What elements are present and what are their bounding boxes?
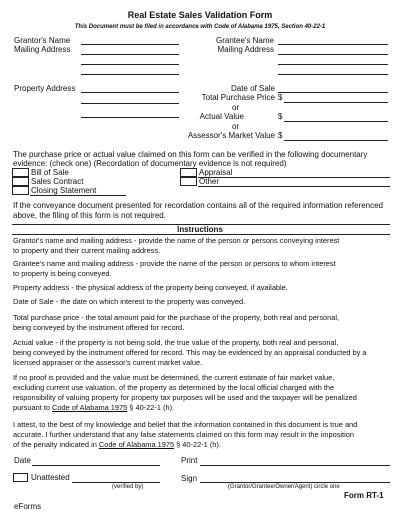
assessor-market-value-label: Assessor's Market Value — [187, 131, 275, 140]
bill-of-sale-label: Bill of Sale — [31, 168, 69, 177]
grantor-name-label: Grantor's Name — [14, 36, 71, 45]
appraisal-rule — [198, 177, 390, 178]
grantor-address-field-1[interactable] — [81, 54, 179, 55]
grantor-name-field[interactable] — [81, 44, 179, 45]
other-checkbox[interactable] — [180, 177, 197, 186]
code-of-alabama-reference-1: Code of Alabama 1975 — [52, 403, 128, 412]
grantee-address-label: Mailing Address — [217, 45, 274, 54]
code-of-alabama-reference-2: Code of Alabama 1975 — [98, 440, 175, 449]
actual-value-field[interactable] — [284, 121, 388, 122]
eforms-brand: eForms — [14, 502, 42, 511]
signature-field[interactable] — [200, 482, 390, 483]
assessor-value-currency: $ — [278, 131, 283, 140]
unattested-checkbox[interactable] — [13, 473, 28, 482]
grantor-address-field-3[interactable] — [81, 74, 179, 75]
appraisal-label: Appraisal — [199, 168, 233, 177]
date-of-sale-label: Date of Sale — [230, 84, 275, 93]
actual-value-currency: $ — [278, 112, 283, 121]
form-number: Form RT-1 — [344, 491, 384, 500]
total-price-currency: $ — [278, 93, 283, 102]
property-address-field-3[interactable] — [81, 117, 179, 118]
closing-statement-label: Closing Statement — [31, 186, 97, 195]
grantee-address-field-3[interactable] — [278, 74, 388, 75]
form-title: Real Estate Sales Validation Form — [127, 10, 273, 20]
appraisal-checkbox[interactable] — [180, 168, 197, 177]
total-purchase-price-field[interactable] — [284, 102, 388, 103]
grantee-address-field-1[interactable] — [278, 54, 388, 55]
instruction-grantee: Grantee's name and mailing address - provide the name of the person or persons to whom interest to property is being conveyed. — [13, 259, 336, 278]
instruction-no-proof: If no proof is provided and the value must be determined, the current estimate of fair market value, excluding current use valuation, of the property as determined by the local official charged with the responsibility of valuing property for property tax purposes will be used and the taxpayer will be penalized pursuant to Code of Alabama 1975 § 40-22-1 (h). — [13, 373, 357, 412]
instruction-property-address: Property address - the physical address of the property being conveyed, if available. — [13, 283, 288, 292]
grantee-name-field[interactable] — [278, 44, 388, 45]
instructions-heading: Instructions — [177, 225, 223, 234]
instructions-heading-rule — [12, 234, 390, 235]
unattested-label: Unattested — [31, 473, 70, 482]
bill-of-sale-checkbox[interactable] — [12, 168, 29, 177]
sign-label: Sign — [181, 474, 198, 483]
verified-by-field[interactable] — [72, 482, 160, 483]
closing-statement-checkbox[interactable] — [12, 186, 29, 195]
evidence-intro-line-2: evidence: (check one) (Recordation of documentary evidence is not required) — [13, 159, 287, 168]
property-address-label: Property Address — [14, 84, 76, 93]
total-purchase-price-label: Total Purchase Price — [201, 93, 275, 102]
verified-by-label: (verified by) — [112, 484, 144, 490]
other-rule — [198, 186, 390, 187]
instruction-actual-value: Actual value - if the property is not being sold, the true value of the property, both real and personal, being conveyed by the instrument offered for record. This may be evidenced by an appraisal conducted by a licensed appraiser or the assessor's current market value. — [13, 338, 367, 367]
grantor-address-label: Mailing Address — [14, 45, 71, 54]
or-separator-2: or — [232, 122, 240, 131]
form-subtitle: This Document must be filed in accordance with Code of Alabama 1975, Section 40-22-1 — [74, 24, 326, 30]
or-separator-1: or — [232, 103, 240, 112]
property-address-field-2[interactable] — [81, 103, 179, 104]
instruction-date-of-sale: Date of Sale - the date on which interest to the property was conveyed. — [13, 297, 246, 306]
sales-contract-checkbox[interactable] — [12, 177, 29, 186]
instruction-attestation: I attest, to the best of my knowledge and belief that the information contained in this document is true and accurate. I further understand that any false statements claimed on this form may result in the imposition of the penalty indicated in Code of Alabama 1975 § 40-22-1 (h). — [13, 420, 358, 449]
left-options-rule — [30, 195, 126, 196]
date-field[interactable] — [32, 465, 160, 466]
instruction-grantor: Grantor's name and mailing address - provide the name of the person or persons conveying interest to property and their current mailing address. — [13, 236, 340, 255]
sales-contract-label: Sales Contract — [31, 177, 84, 186]
actual-value-label: Actual Value — [199, 112, 244, 121]
evidence-intro-line-1: The purchase price or actual value claimed on this form can be verified in the following documentary — [13, 150, 368, 159]
date-label: Date — [14, 456, 31, 465]
grantee-name-label: Grantee's Name — [216, 36, 274, 45]
role-hint-label: (Grantor/Grantee/Owner/Agent) circle one — [228, 484, 340, 490]
assessor-market-value-field[interactable] — [284, 140, 388, 141]
evidence-note-line-1: If the conveyance document presented for recordation contains all of the required information referenced — [13, 201, 383, 210]
other-label: Other — [199, 177, 220, 186]
date-of-sale-field[interactable] — [278, 92, 388, 93]
grantor-address-field-2[interactable] — [81, 64, 179, 65]
grantee-address-field-2[interactable] — [278, 64, 388, 65]
print-name-field[interactable] — [200, 465, 390, 466]
evidence-note-line-2: above, the filing of this form is not required. — [13, 211, 166, 220]
instruction-total-purchase-price: Total purchase price - the total amount paid for the purchase of the property, both real and personal, being conveyed by the instrument offered for record. — [13, 313, 340, 332]
print-label: Print — [181, 456, 198, 465]
property-address-field-1[interactable] — [81, 92, 179, 93]
